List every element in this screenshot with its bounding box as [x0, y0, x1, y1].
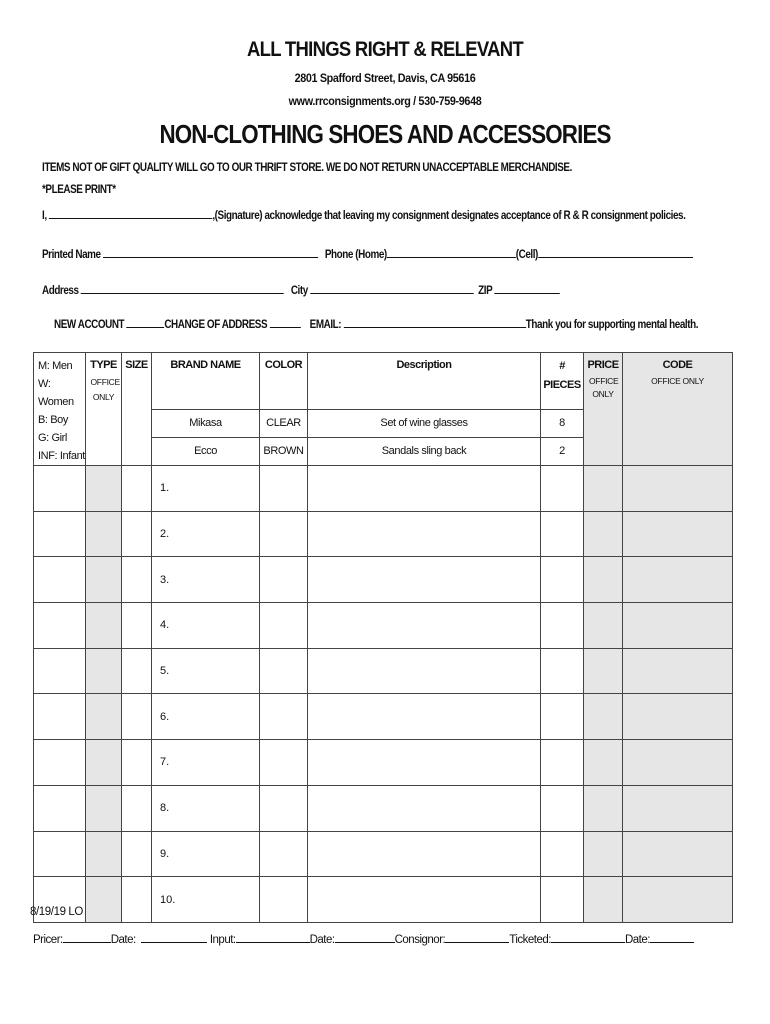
- type-cell[interactable]: [86, 785, 122, 831]
- pieces-cell[interactable]: [541, 694, 584, 740]
- code-cell[interactable]: [623, 831, 733, 877]
- brand-cell[interactable]: 3.: [152, 557, 260, 603]
- item-row: [34, 877, 733, 923]
- pieces-cell[interactable]: [541, 603, 584, 649]
- gender-code-men: M: Men: [38, 360, 73, 372]
- address-field[interactable]: [81, 281, 284, 294]
- header-row: [34, 353, 733, 410]
- size-cell[interactable]: [122, 557, 152, 603]
- gender-cell[interactable]: [34, 831, 86, 877]
- brand-cell[interactable]: 1.: [152, 466, 260, 512]
- price-cell[interactable]: [584, 603, 623, 649]
- new-account-field[interactable]: [126, 315, 164, 328]
- pieces-cell[interactable]: [541, 511, 584, 557]
- gender-code-boy: B: Boy: [38, 414, 69, 426]
- item-row: [34, 694, 733, 740]
- type-header: [86, 353, 122, 466]
- description-cell[interactable]: [308, 694, 541, 740]
- pieces-header: [541, 353, 584, 410]
- size-cell[interactable]: [122, 831, 152, 877]
- color-cell[interactable]: [260, 877, 308, 923]
- gender-cell[interactable]: [34, 603, 86, 649]
- size-cell[interactable]: [122, 877, 152, 923]
- thanks-note: Thank you for supporting mental health.: [525, 319, 699, 331]
- description-cell[interactable]: [308, 557, 541, 603]
- input-field[interactable]: [236, 930, 310, 943]
- color-cell[interactable]: [260, 603, 308, 649]
- cell-field[interactable]: [538, 245, 693, 258]
- cell-label: (Cell): [515, 249, 538, 261]
- item-row: [34, 511, 733, 557]
- type-cell[interactable]: [86, 740, 122, 786]
- size-cell[interactable]: [122, 648, 152, 694]
- pricer-field[interactable]: [63, 930, 111, 943]
- account-email-line: [54, 315, 698, 331]
- type-cell[interactable]: [86, 557, 122, 603]
- signature-suffix: ,(Signature) acknowledge that leaving my consignment designates acceptance of R & R consignment policies.: [212, 210, 686, 222]
- type-office-only: OFFICE ONLY: [90, 377, 120, 402]
- code-cell[interactable]: [623, 511, 733, 557]
- brand-header: BRAND NAME: [152, 353, 260, 410]
- type-cell[interactable]: [86, 603, 122, 649]
- change-address-field[interactable]: [269, 315, 300, 328]
- address-label: Address: [42, 285, 79, 297]
- price-label: PRICE: [587, 359, 619, 371]
- pricer-label: Pricer:: [33, 934, 63, 946]
- description-cell[interactable]: [308, 877, 541, 923]
- pieces-cell[interactable]: [541, 785, 584, 831]
- city-field[interactable]: [310, 281, 473, 294]
- pieces-cell[interactable]: [541, 466, 584, 512]
- price-cell[interactable]: [584, 466, 623, 512]
- signature-prefix: I,: [42, 210, 47, 222]
- type-cell[interactable]: [86, 877, 122, 923]
- gender-cell[interactable]: [34, 466, 86, 512]
- address-line: [42, 281, 560, 297]
- price-cell[interactable]: [584, 511, 623, 557]
- gift-quality-notice: ITEMS NOT OF GIFT QUALITY WILL GO TO OUR THRIFT STORE. WE DO NOT RETURN UNACCEPTABLE MERCHANDISE.: [42, 162, 572, 174]
- gender-cell[interactable]: [34, 694, 86, 740]
- type-cell[interactable]: [86, 466, 122, 512]
- item-row: [34, 603, 733, 649]
- signature-field[interactable]: [49, 206, 212, 219]
- item-row: [34, 785, 733, 831]
- price-cell[interactable]: [584, 877, 623, 923]
- code-header: [623, 353, 733, 466]
- color-cell[interactable]: [260, 740, 308, 786]
- type-cell[interactable]: [86, 831, 122, 877]
- size-cell[interactable]: [122, 785, 152, 831]
- org-website-phone: www.rrconsignments.org / 530-759-9648: [288, 94, 482, 108]
- date-field[interactable]: [141, 930, 207, 943]
- color-cell[interactable]: [260, 694, 308, 740]
- ticketed-label: Ticketed:: [509, 934, 551, 946]
- email-field[interactable]: [343, 315, 525, 328]
- zip-field[interactable]: [494, 281, 559, 294]
- phone-home-label: Phone (Home): [324, 249, 387, 261]
- size-cell[interactable]: [122, 466, 152, 512]
- size-header: SIZE: [122, 353, 152, 466]
- org-address: 2801 Spafford Street, Davis, CA 95616: [294, 71, 476, 85]
- price-cell[interactable]: [584, 648, 623, 694]
- code-cell[interactable]: [623, 694, 733, 740]
- example-brand: Ecco: [152, 437, 260, 465]
- name-phone-line: [42, 245, 693, 261]
- code-cell[interactable]: [623, 557, 733, 603]
- pieces-cell[interactable]: [541, 557, 584, 603]
- date-label: Date:: [309, 934, 335, 946]
- example-color: BROWN: [260, 437, 308, 465]
- code-cell[interactable]: [623, 648, 733, 694]
- gender-cell[interactable]: [34, 511, 86, 557]
- size-cell[interactable]: [122, 694, 152, 740]
- color-cell[interactable]: [260, 648, 308, 694]
- color-cell[interactable]: [260, 511, 308, 557]
- zip-label: ZIP: [478, 285, 493, 297]
- gender-codes: [34, 353, 86, 466]
- new-account-label: NEW ACCOUNT: [54, 319, 125, 331]
- type-header-label: TYPE: [90, 359, 117, 371]
- change-address-label: CHANGE OF ADDRESS: [164, 319, 268, 331]
- size-cell[interactable]: [122, 511, 152, 557]
- pieces-cell[interactable]: [541, 877, 584, 923]
- color-cell[interactable]: [260, 557, 308, 603]
- type-cell[interactable]: [86, 648, 122, 694]
- form-version-date: 8/19/19 LO: [30, 906, 83, 918]
- gender-cell[interactable]: [34, 740, 86, 786]
- form-title: NON-CLOTHING SHOES AND ACCESSORIES: [159, 119, 611, 149]
- price-cell[interactable]: [584, 557, 623, 603]
- price-cell[interactable]: [584, 740, 623, 786]
- ticketed-field[interactable]: [551, 930, 625, 943]
- code-cell[interactable]: [623, 603, 733, 649]
- description-cell[interactable]: [308, 831, 541, 877]
- example-pieces: 2: [541, 437, 584, 465]
- brand-cell[interactable]: 8.: [152, 785, 260, 831]
- description-cell[interactable]: [308, 740, 541, 786]
- description-cell[interactable]: [308, 511, 541, 557]
- brand-cell[interactable]: 2.: [152, 511, 260, 557]
- input-label: Input:: [209, 934, 236, 946]
- please-print-note: *PLEASE PRINT*: [42, 184, 116, 196]
- code-cell[interactable]: [623, 740, 733, 786]
- type-cell[interactable]: [86, 511, 122, 557]
- code-label: CODE: [662, 359, 693, 371]
- gender-cell[interactable]: [34, 785, 86, 831]
- example-pieces: 8: [541, 409, 584, 437]
- date-label: Date:: [624, 934, 650, 946]
- printed-name-field[interactable]: [103, 245, 318, 258]
- item-row: [34, 557, 733, 603]
- description-header: Description: [308, 353, 541, 410]
- gender-code-infant: INF: Infant: [38, 450, 85, 462]
- price-cell[interactable]: [584, 831, 623, 877]
- size-cell[interactable]: [122, 603, 152, 649]
- brand-cell[interactable]: 7.: [152, 740, 260, 786]
- consignor-field[interactable]: [445, 930, 509, 943]
- brand-cell[interactable]: 4.: [152, 603, 260, 649]
- phone-home-field[interactable]: [387, 245, 516, 258]
- price-header: [584, 353, 623, 466]
- pieces-hash: #: [559, 360, 565, 372]
- gender-cell[interactable]: [34, 648, 86, 694]
- code-cell[interactable]: [623, 877, 733, 923]
- description-cell[interactable]: [308, 648, 541, 694]
- example-description: Set of wine glasses: [308, 409, 541, 437]
- brand-cell[interactable]: 10.: [152, 877, 260, 923]
- signature-line: [42, 206, 685, 222]
- item-row: [34, 831, 733, 877]
- gender-code-girl: G: Girl: [38, 432, 67, 444]
- item-row: [34, 466, 733, 512]
- brand-cell[interactable]: 5.: [152, 648, 260, 694]
- brand-cell[interactable]: 9.: [152, 831, 260, 877]
- example-brand: Mikasa: [152, 409, 260, 437]
- code-cell[interactable]: [623, 466, 733, 512]
- consignor-label: Consignor:: [394, 934, 446, 946]
- items-table: [33, 352, 733, 923]
- price-cell[interactable]: [584, 785, 623, 831]
- pieces-cell[interactable]: [541, 648, 584, 694]
- price-cell[interactable]: [584, 694, 623, 740]
- color-cell[interactable]: [260, 831, 308, 877]
- date-field[interactable]: [650, 930, 694, 943]
- city-label: City: [290, 285, 308, 297]
- date-label: Date:: [110, 934, 136, 946]
- code-cell[interactable]: [623, 785, 733, 831]
- office-use-line: [33, 930, 694, 946]
- price-office-only: OFFICE ONLY: [589, 376, 619, 399]
- gender-cell[interactable]: [34, 557, 86, 603]
- gender-code-women: W: Women: [38, 378, 74, 408]
- description-cell[interactable]: [308, 466, 541, 512]
- color-cell[interactable]: [260, 466, 308, 512]
- color-cell[interactable]: [260, 785, 308, 831]
- item-row: [34, 648, 733, 694]
- description-cell[interactable]: [308, 603, 541, 649]
- size-cell[interactable]: [122, 740, 152, 786]
- description-cell[interactable]: [308, 785, 541, 831]
- example-description: Sandals sling back: [308, 437, 541, 465]
- pieces-cell[interactable]: [541, 831, 584, 877]
- pieces-cell[interactable]: [541, 740, 584, 786]
- code-office-only: OFFICE ONLY: [651, 376, 704, 386]
- color-header: COLOR: [260, 353, 308, 410]
- printed-name-label: Printed Name: [42, 249, 101, 261]
- date-field[interactable]: [335, 930, 395, 943]
- pieces-label: PIECES: [543, 379, 581, 391]
- org-name: ALL THINGS RIGHT & RELEVANT: [247, 38, 523, 61]
- email-label: EMAIL:: [309, 319, 342, 331]
- item-row: [34, 740, 733, 786]
- example-color: CLEAR: [260, 409, 308, 437]
- type-cell[interactable]: [86, 694, 122, 740]
- brand-cell[interactable]: 6.: [152, 694, 260, 740]
